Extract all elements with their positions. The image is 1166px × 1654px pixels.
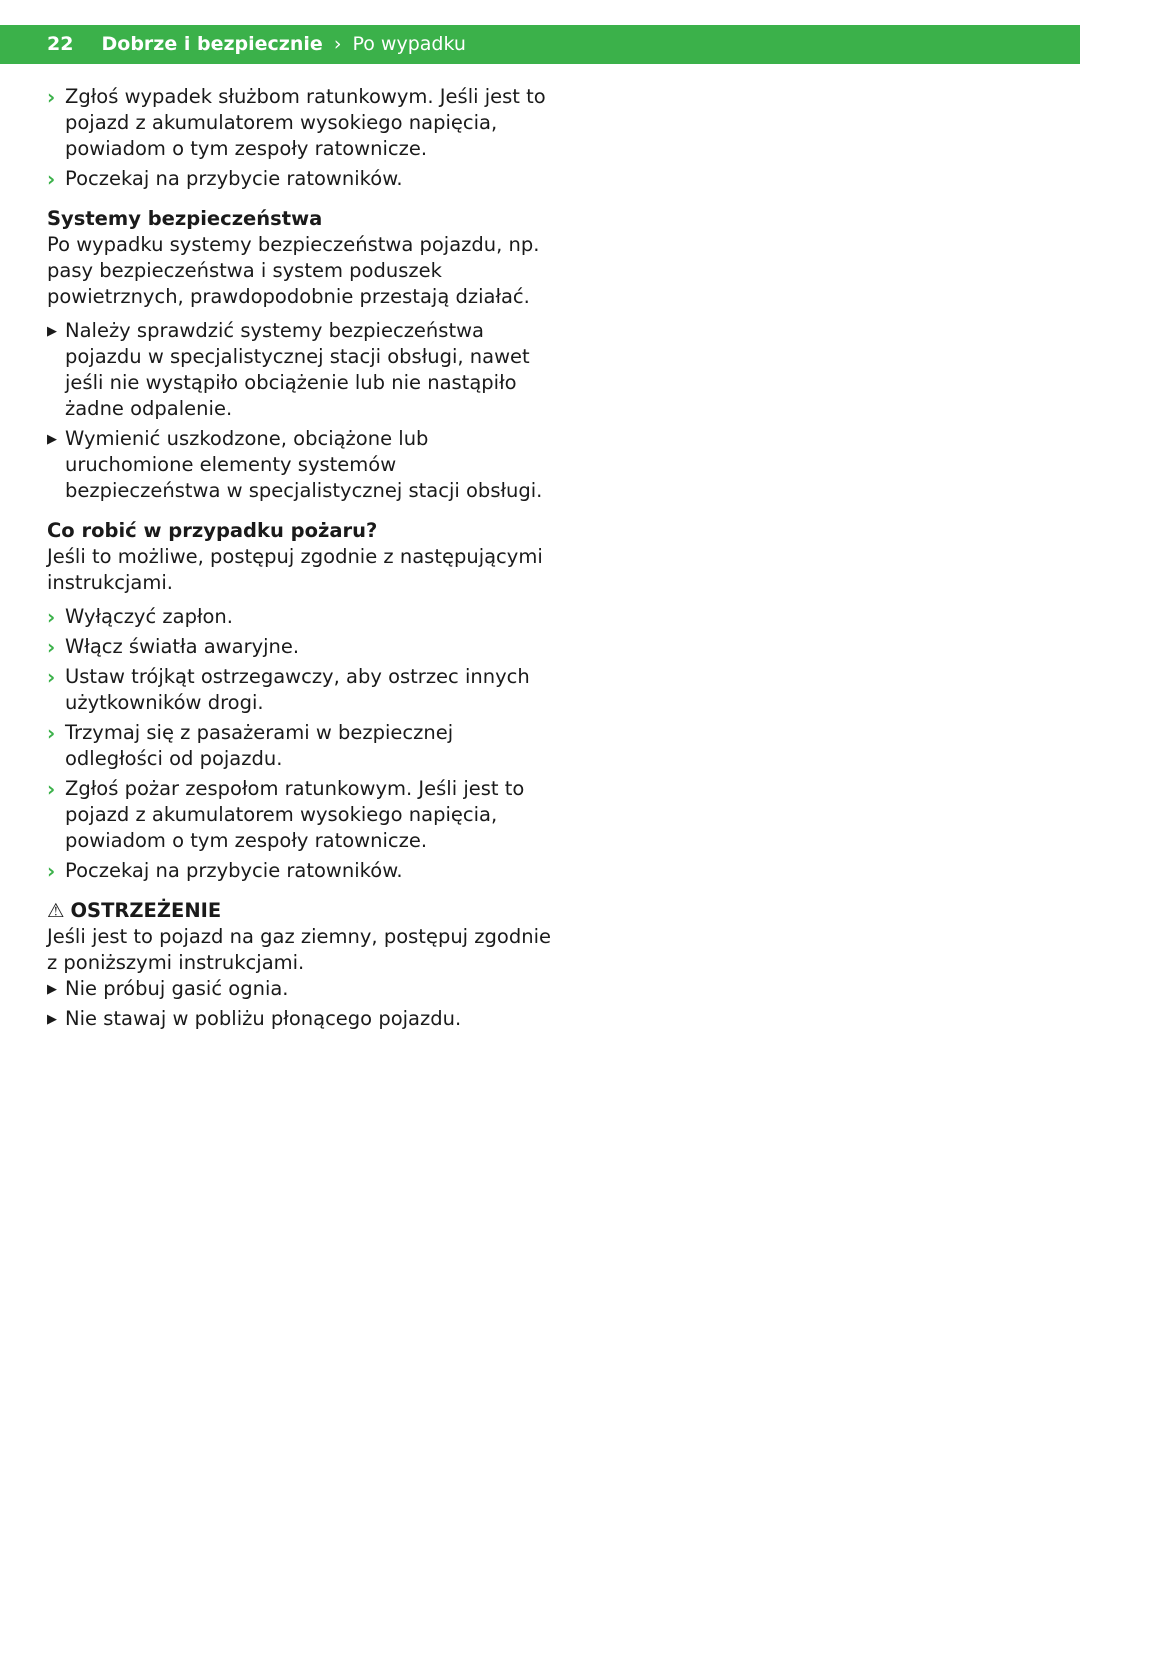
step-text: Zgłoś wypadek służbom ratunkowym. Jeśli jest to pojazd z akumulatorem wysokiego napięcia, powiadom o tym zespoły ratownicze. — [65, 85, 546, 160]
step-text: Poczekaj na przybycie ratowników. — [65, 859, 403, 882]
action-text: Należy sprawdzić systemy bezpieczeństwa pojazdu w specjalistycznej stacji obsługi, nawet jeśli nie wystąpiło obciążenie lub nie nastąpiło żadne odpalenie. — [65, 319, 530, 420]
warning-action-item — [47, 1006, 557, 1032]
page-number: 22 — [47, 33, 74, 55]
step-item — [47, 166, 557, 192]
breadcrumb — [47, 25, 466, 64]
action-item — [47, 318, 557, 422]
fire-body: Jeśli to możliwe, postępuj zgodnie z następującymi instrukcjami. — [47, 545, 543, 594]
section-title: Dobrze i bezpiecznie — [101, 33, 323, 55]
action-text: Wymienić uszkodzone, obciążone lub uruchomione elementy systemów bezpieczeństwa w specjalistycznej stacji obsługi. — [65, 427, 543, 502]
warning-title-text: OSTRZEŻENIE — [70, 899, 222, 922]
warning-body: Jeśli jest to pojazd na gaz ziemny, postępuj zgodnie z poniższymi instrukcjami. — [47, 925, 551, 974]
step-item — [47, 720, 557, 772]
page-header — [0, 25, 1080, 64]
step-text: Ustaw trójkąt ostrzegawczy, aby ostrzec innych użytkowników drogi. — [65, 665, 530, 714]
step-text: Wyłączyć zapłon. — [65, 605, 233, 628]
action-text: Nie próbuj gasić ognia. — [65, 977, 289, 1000]
step-item — [47, 858, 557, 884]
chevron-icon: › — [47, 605, 56, 629]
triangle-bullet-icon: ▶ — [47, 982, 57, 997]
step-text: Trzymaj się z pasażerami w bezpiecznej odległości od pojazdu. — [65, 721, 454, 770]
fire-heading: Co robić w przypadku pożaru? — [47, 519, 378, 542]
chevron-icon: › — [47, 777, 56, 801]
warning-action-item — [47, 976, 557, 1002]
step-item — [47, 634, 557, 660]
chevron-icon: › — [47, 665, 56, 689]
step-text: Włącz światła awaryjne. — [65, 635, 300, 658]
chevron-icon: › — [47, 167, 56, 191]
step-item — [47, 664, 557, 716]
safety-systems-body: Po wypadku systemy bezpieczeństwa pojazdu, np. pasy bezpieczeństwa i system poduszek powietrznych, prawdopodobnie przestają działać. — [47, 233, 540, 308]
warning-title — [47, 898, 557, 924]
intro-steps — [47, 84, 557, 192]
action-item — [47, 426, 557, 504]
main-content — [47, 84, 557, 1036]
action-text: Nie stawaj w pobliżu płonącego pojazdu. — [65, 1007, 462, 1030]
step-text: Zgłoś pożar zespołom ratunkowym. Jeśli jest to pojazd z akumulatorem wysokiego napięcia, powiadom o tym zespoły ratownicze. — [65, 777, 525, 852]
triangle-bullet-icon: ▶ — [47, 432, 57, 447]
chevron-icon: › — [47, 859, 56, 883]
breadcrumb-separator: › — [333, 33, 342, 55]
chevron-icon: › — [47, 85, 56, 109]
subsection-title: Po wypadku — [352, 33, 466, 55]
chevron-icon: › — [47, 721, 56, 745]
safety-systems-heading: Systemy bezpieczeństwa — [47, 207, 323, 230]
triangle-bullet-icon: ▶ — [47, 324, 57, 339]
triangle-bullet-icon: ▶ — [47, 1012, 57, 1027]
step-item — [47, 604, 557, 630]
step-item — [47, 776, 557, 854]
warning-icon: ⚠ — [47, 899, 65, 922]
step-text: Poczekaj na przybycie ratowników. — [65, 167, 403, 190]
step-item — [47, 84, 557, 162]
chevron-icon: › — [47, 635, 56, 659]
